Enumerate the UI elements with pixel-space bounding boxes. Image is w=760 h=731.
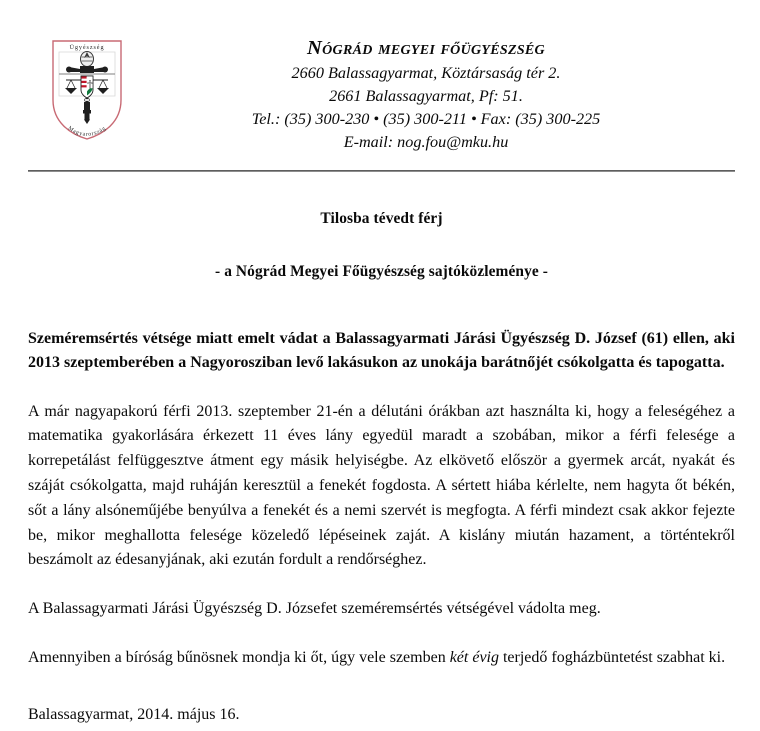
sentence-paragraph-part-1: Amennyiben a bíróság bűnösnek mondja ki őt, úgy vele szemben xyxy=(28,649,450,666)
coat-of-arms-icon xyxy=(50,38,124,142)
svg-text:Magyarország: Magyarország xyxy=(66,125,108,138)
header-divider xyxy=(28,170,735,172)
page-subtitle: - a Nógrád Megyei Főügyészség sajtóközleménye - xyxy=(215,263,548,280)
main-paragraph: A már nagyapakorú férfi 2013. szeptember 21-én a délutáni órákban azt használta ki, hogy a feleségéhez a matematika gyakorlására érkezett 11 éves lány egyedül maradt a szobában, mikor a férfi felesége a korrepetálást felfüggesztve átment egy másik helyiségbe. Az elkövető először a gyermek arcát, nyakát és száját csókolgatta, majd ruháján keresztül a fenekét fogdosta. A sértett hiába kérlelte, nem hagyta őt békén, sőt a lány alsóneműjébe benyúlva a fenekét és a nemi szervét is megfogta. A férfi mindezt csak akkor fejezte be, mikor meghallotta felesége közeledő lépéseinek zaját. A kislány miután hazament, a történtekről beszámolt az édesanyjának, aki ezután fordult a rendőrséghez. xyxy=(28,402,735,569)
sentence-paragraph-emphasis: két évig xyxy=(449,649,499,666)
page-title: Tilosba tévedt férj xyxy=(320,210,443,227)
letterhead xyxy=(0,0,760,154)
sentence-paragraph xyxy=(28,646,735,671)
lead-paragraph: Szeméremsértés vétsége miatt emelt vádat a Balassagyarmati Járási Ügyészség D. József (61) ellen, aki 2013 szeptemberében a Nagyorosziban levő lakásukon az unokája barátnőjét csókolgatta és tapogatta. xyxy=(28,330,735,372)
charge-paragraph: A Balassagyarmati Járási Ügyészség D. Józsefet szeméremsértés vétségével vádolta meg. xyxy=(28,600,601,618)
svg-text:Ügyészség: Ügyészség xyxy=(69,44,105,51)
address-line-1: 2660 Balassagyarmat, Köztársaság tér 2. xyxy=(291,63,561,82)
letterhead-text xyxy=(146,34,732,154)
phone-fax-line: Tel.: (35) 300-230 • (35) 300-211 • Fax: (35) 300-225 xyxy=(251,109,601,128)
crest-container xyxy=(28,34,146,142)
document-body xyxy=(28,200,735,728)
place-and-date: Balassagyarmat, 2014. május 16. xyxy=(28,705,240,723)
sentence-paragraph-part-2: terjedő fogházbüntetést szabhat ki. xyxy=(498,649,726,666)
email-line: E-mail: nog.fou@mku.hu xyxy=(343,132,509,151)
organization-name: Nógrád megyei főügyészség xyxy=(307,37,545,59)
address-line-2: 2661 Balassagyarmat, Pf: 51. xyxy=(329,86,523,105)
